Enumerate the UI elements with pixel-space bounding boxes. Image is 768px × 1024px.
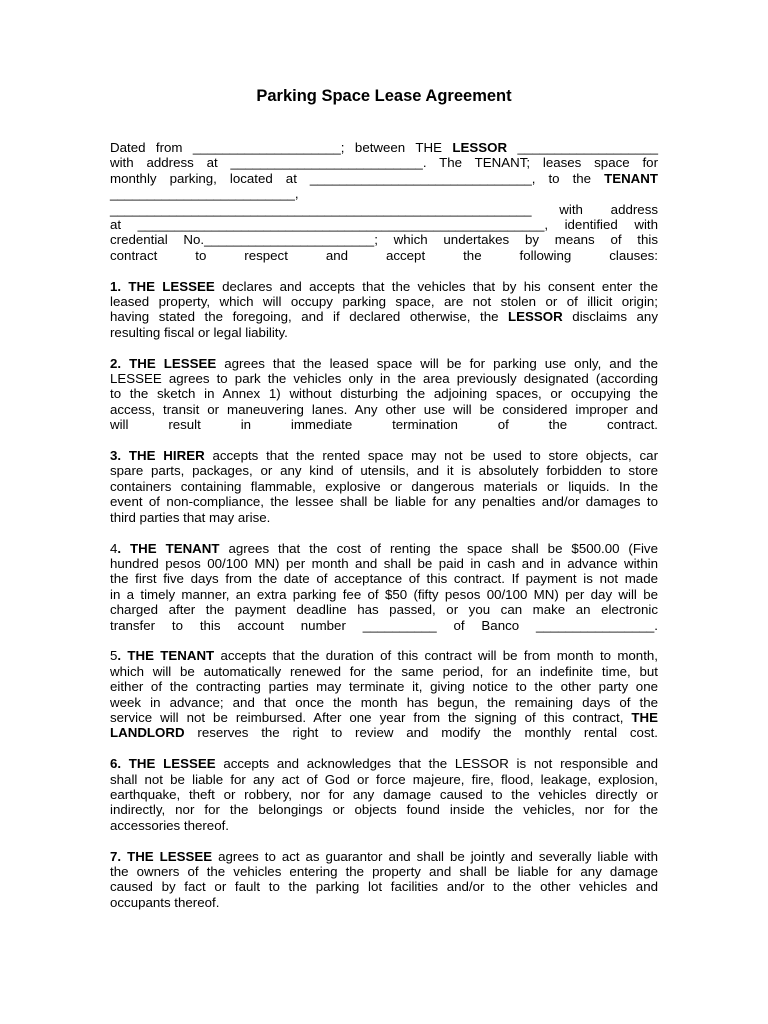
- text-line: 6. THE LESSEE accepts and acknowledges that the LESSOR is not responsible and: [110, 756, 659, 772]
- text-line: _________________________________________________________ with address: [110, 201, 658, 217]
- document-title: Parking Space Lease Agreement: [256, 87, 512, 105]
- text-line: spare parts, packages, or any kind of utensils, and it is absolutely forbidden to store: [110, 463, 658, 479]
- text-line: Dated from ____________________; between THE LESSOR ___________________: [110, 140, 659, 155]
- clause-paragraph: [110, 849, 658, 911]
- text-line: 3. THE HIRER accepts that the rented space may not be used to store objects, car: [110, 448, 658, 464]
- text-line: to the sketch in Annex 1) without disturbing the adjoining spaces, or occupying the: [110, 386, 658, 402]
- bold-term: LESSOR: [452, 140, 508, 155]
- text-line: service will not be reimbursed. After one year from the signing of this contract, THE: [110, 709, 658, 725]
- text-line: resulting fiscal or legal liability.: [110, 324, 288, 340]
- clause-paragraph: [110, 448, 658, 525]
- text-line: 7. THE LESSEE agrees to act as guarantor and shall be jointly and severally liable with: [110, 848, 659, 864]
- text-line: at _______________________________________________________, identified with: [110, 217, 658, 233]
- text-line: earthquake, theft or robbery, nor for any damage caused to the vehicles directly or: [110, 786, 658, 802]
- text-line: monthly parking, located at ______________________________, to the TENANT: [110, 170, 658, 186]
- bold-term: LANDLORD: [110, 725, 185, 741]
- text-line: containers containing flammable, explosive or dangerous materials or liquids. In the: [110, 478, 658, 494]
- bold-term: TENANT: [604, 170, 658, 186]
- clause-paragraph: [110, 279, 658, 341]
- bold-term: LESSOR: [508, 309, 563, 325]
- bold-term: 3. THE HIRER: [110, 448, 205, 464]
- text-line: transfer to this account number __________ of Banco ________________.: [110, 617, 658, 633]
- text-line: indirectly, nor for the belongings or objects found inside the vehicles, nor for the: [110, 802, 658, 818]
- clause-paragraph: [110, 140, 658, 263]
- text-line: which will be automatically renewed for the same period, for an indefinite time, but: [110, 663, 658, 679]
- clause-paragraph: [110, 756, 658, 833]
- text-line: having stated the foregoing, and if declared otherwise, the LESSOR disclaims any: [110, 309, 658, 325]
- text-line: LESSEE agrees to park the vehicles only in the area previously designated (according: [110, 371, 658, 387]
- text-line: third parties that may arise.: [110, 509, 271, 525]
- text-line: shall not be liable for any act of God or force majeure, fire, flood, leakage, explosion,: [110, 771, 658, 787]
- text-line: in a timely manner, an extra parking fee of $50 (fifty pesos 00/100 MN) per day will be: [110, 586, 658, 602]
- text-line: LANDLORD reserves the right to review and modify the monthly rental cost.: [110, 725, 658, 741]
- text-line: access, transit or maneuvering lanes. Any other use will be considered improper and: [110, 401, 658, 417]
- document-body: [110, 140, 658, 926]
- clause-paragraph: [110, 648, 658, 740]
- text-line: accessories thereof.: [110, 817, 229, 833]
- text-line: occupants thereof.: [110, 894, 220, 910]
- text-line: leased property, which will occupy parking space, are not stolen or of illicit origin;: [110, 294, 658, 310]
- text-line: caused by fact or fault to the parking lot facilities and/or to the other vehicles and: [110, 879, 658, 895]
- bold-term: . THE TENANT: [117, 648, 215, 664]
- text-line: will result in immediate termination of the contract.: [110, 417, 658, 433]
- text-line: 4. THE TENANT agrees that the cost of renting the space shall be $500.00 (Five: [110, 540, 658, 556]
- clause-paragraph: [110, 356, 658, 433]
- text-line: contract to respect and accept the following clauses:: [110, 247, 658, 263]
- text-line: hundred pesos 00/100 MN) per month and shall be paid in cash and in advance within: [110, 555, 658, 571]
- clause-paragraph: [110, 541, 658, 633]
- text-line: the owners of the vehicles entering the property and shall be liable for any damage: [110, 863, 658, 879]
- text-line: with address at __________________________. The TENANT; leases space for: [110, 155, 658, 171]
- text-line: _________________________,: [110, 186, 299, 202]
- bold-term: THE: [631, 709, 658, 725]
- text-line: event of non-compliance, the lessee shall be liable for any penalties and/or damages to: [110, 494, 658, 510]
- text-line: charged after the payment deadline has passed, or you can make an electronic: [110, 602, 658, 618]
- text-line: 1. THE LESSEE declares and accepts that the vehicles that by his consent enter the: [110, 278, 658, 294]
- bold-term: 7. THE LESSEE: [110, 848, 213, 864]
- text-line: week in advance; and that once the month has begun, the remaining days of the: [110, 694, 658, 710]
- text-line: the first five days from the date of acceptance of this contract. If payment is not made: [110, 571, 658, 587]
- text-line: 5. THE TENANT accepts that the duration of this contract will be from month to month,: [110, 648, 658, 664]
- bold-term: 1. THE LESSEE: [110, 278, 215, 294]
- bold-term: 2. THE LESSEE: [110, 355, 217, 371]
- text-line: 2. THE LESSEE agrees that the leased space will be for parking use only, and the: [110, 355, 658, 371]
- bold-term: . THE TENANT: [117, 540, 220, 556]
- text-line: credential No._______________________; which undertakes by means of this: [110, 232, 658, 248]
- text-line: either of the contracting parties may terminate it, giving notice to the other party one: [110, 679, 658, 695]
- bold-term: 6. THE LESSEE: [110, 756, 216, 772]
